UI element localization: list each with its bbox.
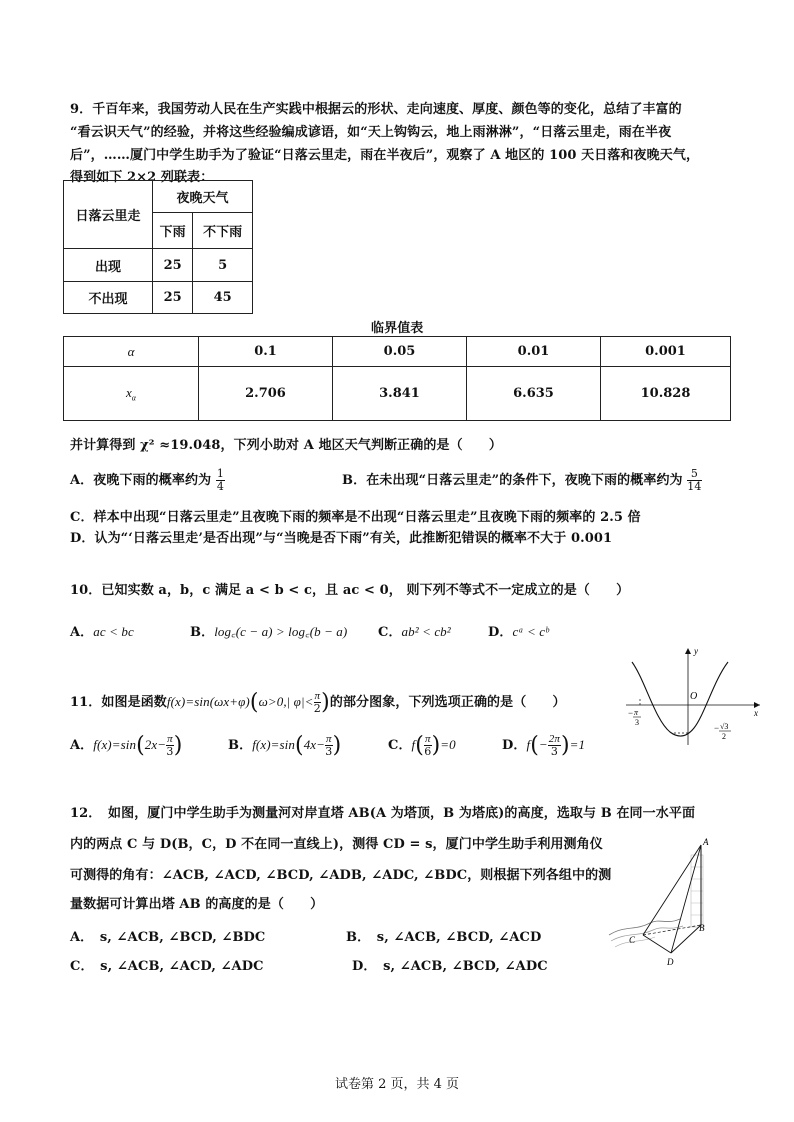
point-b-label: B xyxy=(699,923,705,933)
q11-stem xyxy=(70,690,566,715)
q12-option-b: B． s, ∠ACB, ∠BCD, ∠ACD xyxy=(346,930,542,945)
contingency-corner: 日落云里走 xyxy=(64,181,153,249)
q9-text-line-1: 9．千百年来，我国劳动人民在生产实践中根据云的形状、走向速度、厚度、颜色等的变化，总结了丰富的 xyxy=(70,102,682,117)
q12-text-line-1: 12． 如图，厦门中学生助手为测量河对岸直塔 AB(A 为塔顶，B 为塔底)的高度，选取与 B 在同一水平面 xyxy=(70,806,696,821)
option-expr: log꜀(c − a) > log꜀(b − a) xyxy=(214,624,348,639)
option-expr: 2x− xyxy=(144,737,167,752)
contingency-row-label: 不出现 xyxy=(64,282,153,314)
table-row xyxy=(64,337,731,367)
paren-left: ( xyxy=(415,733,424,758)
denominator: 14 xyxy=(687,480,702,493)
q10-stem: 10．已知实数 a，b，c 满足 a < b < c，且 ac < 0， 则下列不等式不一定成立的是（ ） xyxy=(70,583,630,598)
contingency-col-header: 下雨 xyxy=(153,213,193,249)
edge-db xyxy=(671,925,701,953)
alpha-label: α xyxy=(64,337,199,367)
paren-left: ( xyxy=(249,690,259,715)
option-expr: ac < bc xyxy=(93,624,134,639)
x-tick-sign: − xyxy=(628,708,634,718)
x-tick-denominator: 3 xyxy=(635,718,639,727)
page-footer: 试卷第 2 页，共 4 页 xyxy=(334,1077,460,1092)
graph-origin-label: O xyxy=(690,691,698,702)
q9-option-c: C．样本中出现“日落云里走”且夜晚下雨的频率是不出现“日落云里走”且夜晚下雨的频率的 2.5 倍 xyxy=(70,510,641,525)
denominator: 4 xyxy=(216,480,224,493)
q9-option-a-text: A．夜晚下雨的概率约为 xyxy=(70,473,212,488)
q11-condition: ω>0,| φ|< xyxy=(258,694,314,709)
q12-option-a: A． s, ∠ACB, ∠BCD, ∠BDC xyxy=(70,930,266,945)
q10-option-d xyxy=(488,621,549,640)
q12-text-line-2: 内的两点 C 与 D(B，C，D 不在同一直线上)，测得 CD = s，厦门中学生助手利用测角仪 xyxy=(70,837,603,852)
paren-right: ) xyxy=(321,690,330,715)
denominator: 3 xyxy=(325,745,333,758)
option-label: D． xyxy=(488,625,513,640)
option-label: D． xyxy=(502,738,527,753)
point-d-label: D xyxy=(667,957,674,967)
fraction xyxy=(687,468,701,493)
q9-option-d: D．认为“‘日落云里走’是否出现”与“当晚是否下雨”有关，此推断犯错误的概率不大于 0.001 xyxy=(70,531,613,546)
fraction xyxy=(314,690,322,715)
paren-left: ( xyxy=(530,733,539,758)
q9-option-b-text: B．在未出现“日落云里走”的条件下，夜晚下雨的概率约为 xyxy=(342,473,683,488)
contingency-cell: 25 xyxy=(153,282,193,314)
q10-option-a xyxy=(70,621,134,640)
contingency-cell: 5 xyxy=(193,249,253,282)
option-expr: ab² < cb² xyxy=(401,624,451,639)
option-expr: f(x)=sin xyxy=(252,737,295,752)
option-expr: =0 xyxy=(440,737,456,752)
fraction xyxy=(166,733,174,758)
q11-stem-suffix: 的部分图象，下列选项正确的是（ ） xyxy=(329,695,566,710)
paren-right: ) xyxy=(431,733,441,758)
fraction xyxy=(216,468,225,493)
q11-option-d xyxy=(502,733,585,758)
q12-option-c: C． s, ∠ACB, ∠ACD, ∠ADC xyxy=(70,959,264,974)
fraction xyxy=(424,733,432,758)
contingency-row-label: 出现 xyxy=(64,249,153,282)
q9-option-b xyxy=(342,468,702,493)
option-expr: f xyxy=(411,737,416,752)
fraction xyxy=(548,733,561,758)
contingency-cell: 45 xyxy=(193,282,253,314)
option-expr: 4x− xyxy=(303,737,326,752)
q11-function: f(x)=sin(ωx+φ) xyxy=(166,694,250,709)
denominator: 3 xyxy=(166,745,174,758)
contingency-cell: 25 xyxy=(153,249,193,282)
q12-option-d: D． s, ∠ACB, ∠BCD, ∠ADC xyxy=(352,959,548,974)
edge-cd xyxy=(643,935,671,953)
contingency-col-header: 不下雨 xyxy=(193,213,253,249)
x-alpha-label xyxy=(64,367,199,421)
option-label: C． xyxy=(388,738,412,753)
graph-y-label: y xyxy=(694,646,698,656)
numerator: 2π xyxy=(548,733,560,745)
option-label: A． xyxy=(70,625,94,640)
numerator: 1 xyxy=(216,467,224,480)
option-expr: − xyxy=(538,737,548,752)
paren-right: ) xyxy=(173,733,183,758)
fraction xyxy=(325,733,333,758)
alpha-value: 0.1 xyxy=(199,337,333,367)
point-c-label: C xyxy=(629,935,636,945)
alpha-value: 0.01 xyxy=(467,337,601,367)
denominator: 3 xyxy=(550,745,558,758)
paren-left: ( xyxy=(295,733,304,758)
q10-option-b xyxy=(190,621,347,640)
critical-value: 3.841 xyxy=(333,367,467,421)
option-expr: cᵃ < cᵇ xyxy=(512,624,549,639)
y-axis-arrow-icon xyxy=(685,648,691,654)
alpha-value: 0.05 xyxy=(333,337,467,367)
x-alpha-symbol: x xyxy=(126,384,132,400)
y-tick-denominator: 2 xyxy=(722,732,726,741)
q12-text-line-3: 可测得的角有：∠ACB, ∠ACD, ∠BCD, ∠ADB, ∠ADC, ∠BDC，则根据下列各组中的测 xyxy=(70,868,612,883)
q9-text-line-3: 后”，……厦门中学生助手为了验证“日落云里走，雨在半夜后”，观察了 A 地区的 100 天日落和夜晚天气， xyxy=(70,148,700,163)
paren-right: ) xyxy=(560,733,570,758)
q11-option-b xyxy=(228,733,341,758)
critical-value: 2.706 xyxy=(199,367,333,421)
table-row xyxy=(64,367,731,421)
numerator: π xyxy=(424,733,431,745)
q11-stem-prefix: 11．如图是函数 xyxy=(70,695,167,710)
q9-stem: 并计算得到 χ² ≈19.048，下列小助对 A 地区天气判断正确的是（ ） xyxy=(70,438,502,453)
option-label: B． xyxy=(228,738,253,753)
paren-right: ) xyxy=(332,733,342,758)
table-row xyxy=(64,282,253,314)
x-alpha-subscript: α xyxy=(131,393,136,403)
numerator: π xyxy=(314,690,321,702)
q11-option-c xyxy=(388,733,456,758)
sine-graph-figure xyxy=(620,640,770,750)
q9-text-line-2: “看云识天气”的经验，并将这些经验编成谚语，如“天上钩钩云，地上雨淋淋”，“日落云里走，雨在半夜 xyxy=(70,125,672,140)
q10-option-c xyxy=(378,621,451,640)
critical-value: 10.828 xyxy=(601,367,731,421)
numerator: 5 xyxy=(687,468,701,481)
alpha-value: 0.001 xyxy=(601,337,731,367)
numerator: π xyxy=(167,733,173,745)
x-tick-numerator: π xyxy=(634,708,639,717)
option-expr: f xyxy=(526,737,531,752)
option-label: C． xyxy=(378,625,402,640)
y-tick-numerator: √3 xyxy=(720,722,729,731)
numerator: π xyxy=(326,733,332,745)
contingency-table xyxy=(63,180,253,314)
q9-text-line-4: 得到如下 2×2 列联表： xyxy=(70,170,214,185)
critical-table-title: 临界值表 xyxy=(371,321,424,336)
q12-text-line-4: 量数据可计算出塔 AB 的高度的是（ ） xyxy=(70,897,324,912)
y-tick-sign: − xyxy=(714,723,720,733)
tower-figure xyxy=(605,835,745,970)
q9-option-a xyxy=(70,468,225,493)
option-label: A． xyxy=(70,738,94,753)
critical-value-table xyxy=(63,336,731,421)
q11-option-a xyxy=(70,733,182,758)
paren-left: ( xyxy=(136,733,145,758)
denominator: 6 xyxy=(424,745,432,758)
option-label: B． xyxy=(190,625,215,640)
graph-x-label: x xyxy=(754,708,758,718)
table-row xyxy=(64,249,253,282)
edge-ad xyxy=(671,845,701,953)
point-a-label: A xyxy=(703,837,709,847)
option-expr: =1 xyxy=(569,737,586,752)
option-expr: f(x)=sin xyxy=(93,737,137,752)
denominator: 2 xyxy=(313,702,321,715)
contingency-group-header: 夜晚天气 xyxy=(153,181,253,213)
critical-value: 6.635 xyxy=(467,367,601,421)
